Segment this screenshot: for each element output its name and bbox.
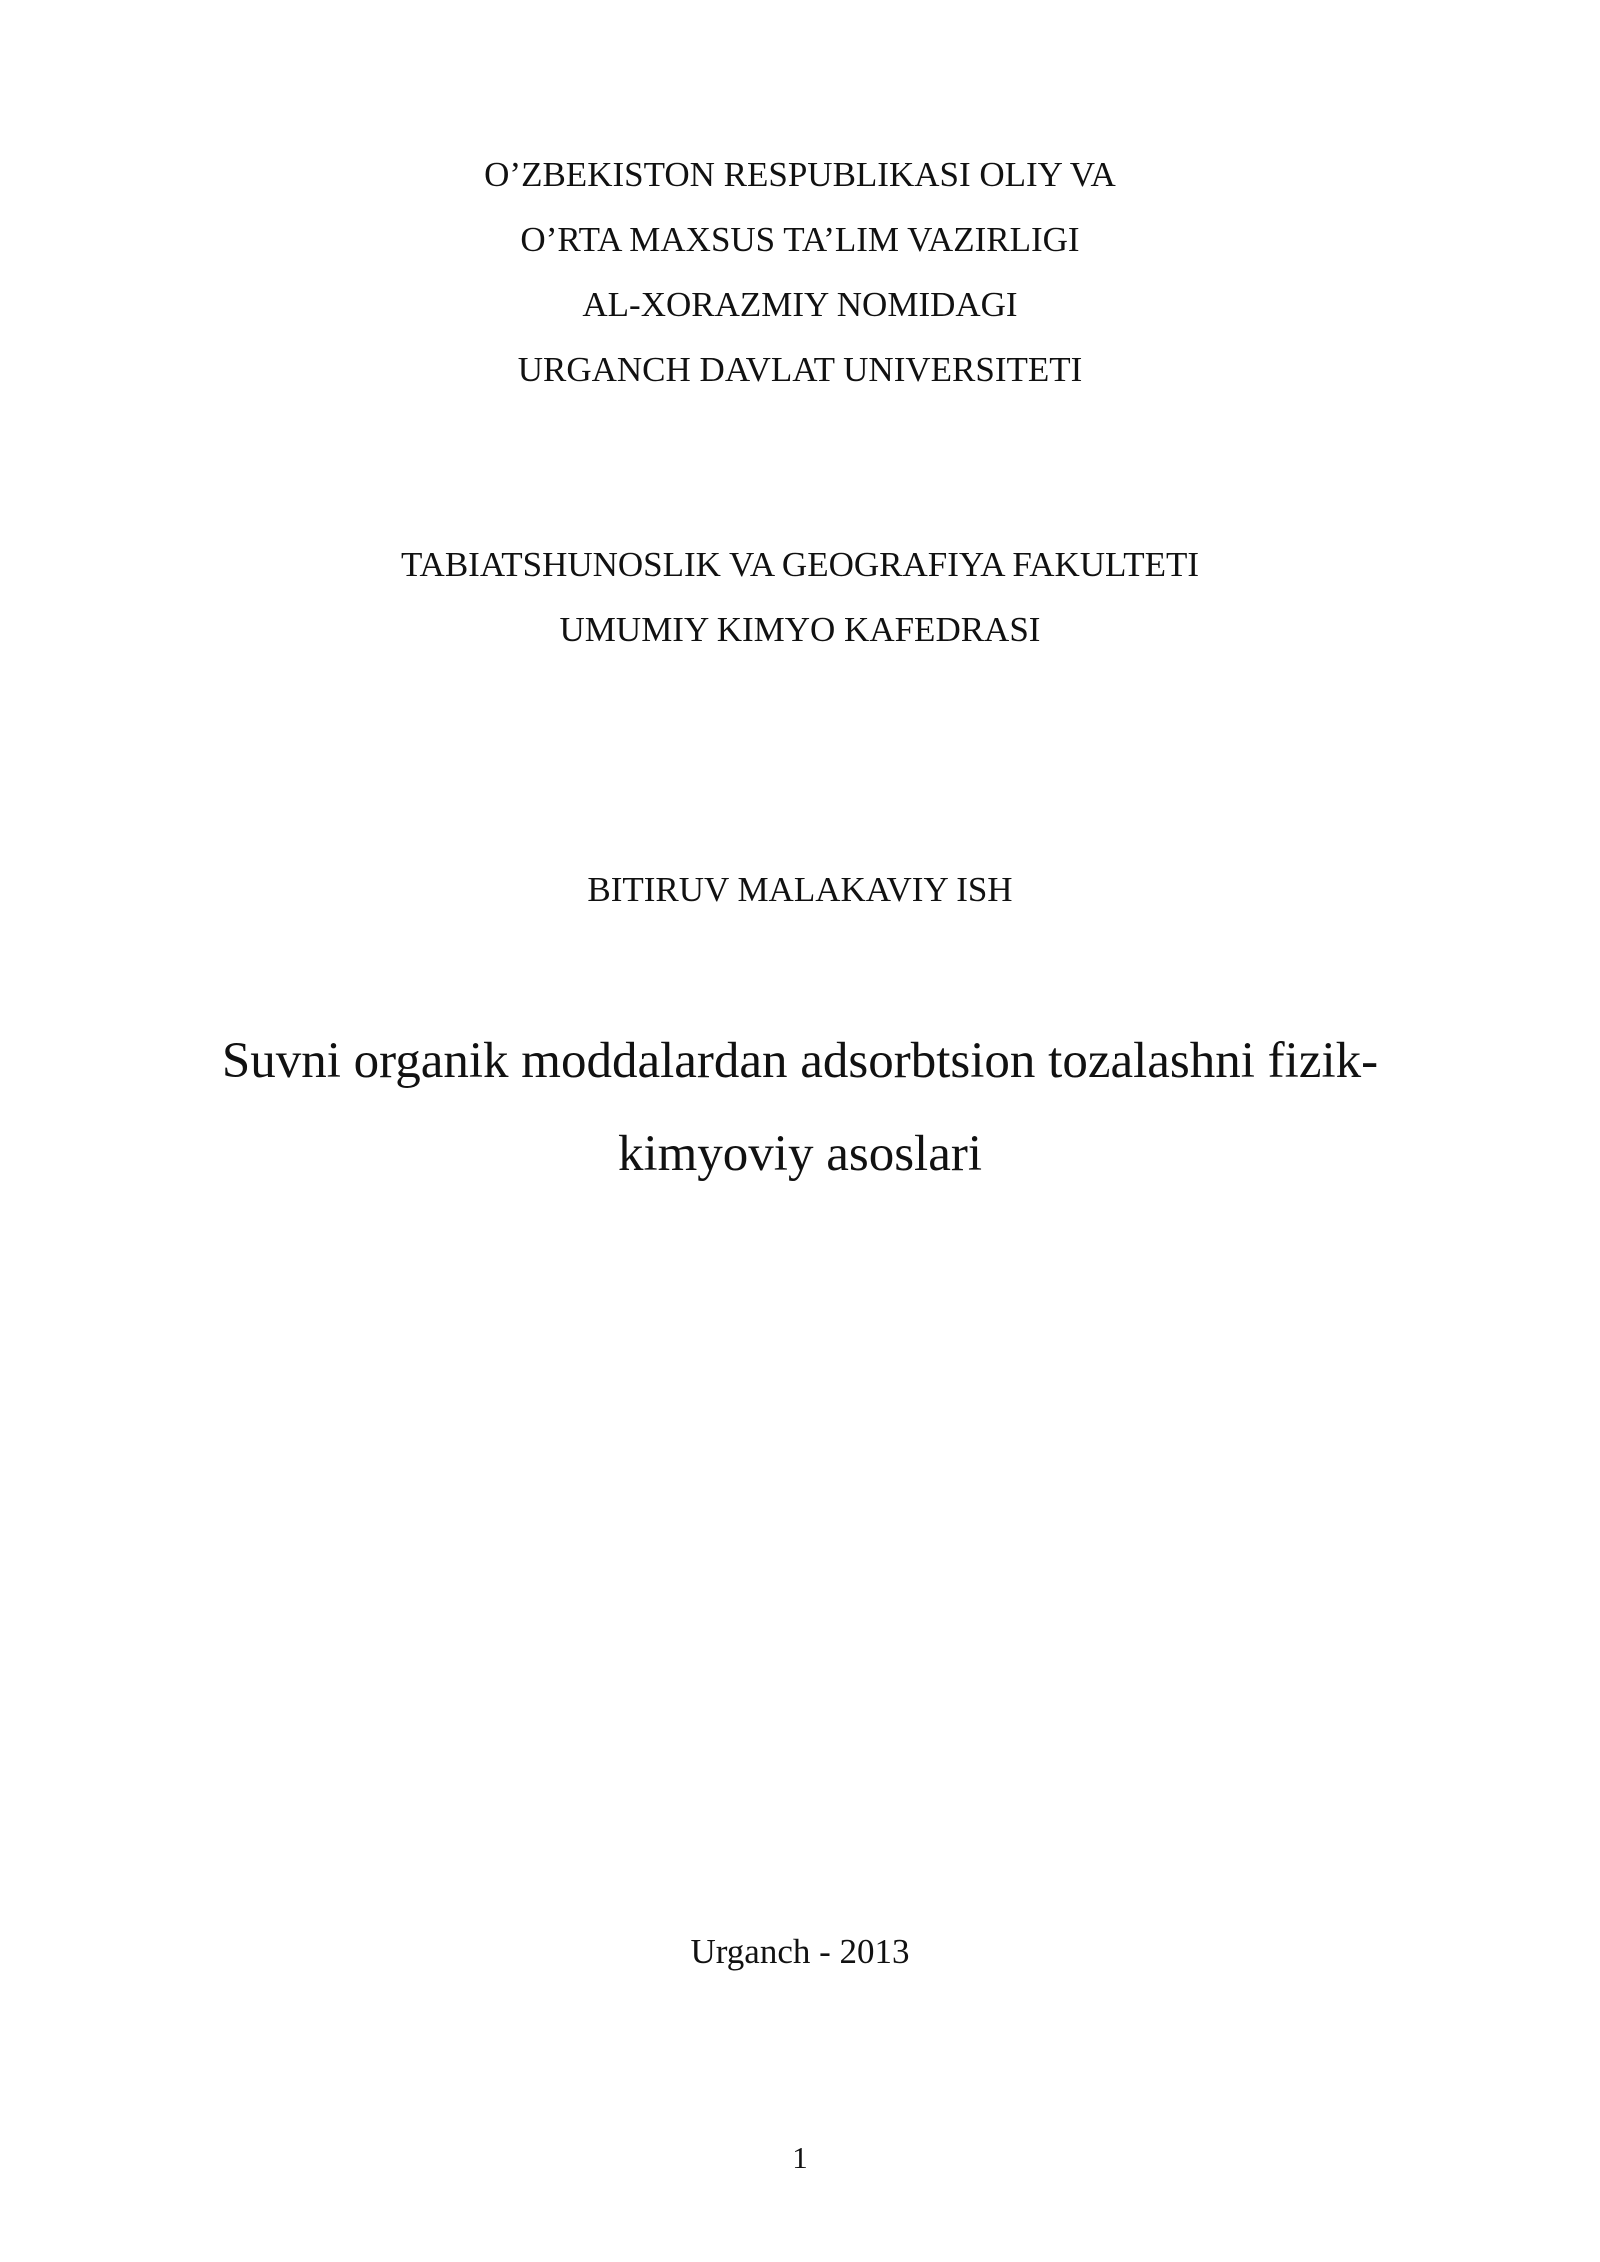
work-type: BITIRUV MALAKAVIY ISH bbox=[587, 870, 1013, 909]
thesis-title-line-1: Suvni organik moddalardan adsorbtsion tozalashni fizik- bbox=[221, 1033, 1379, 1089]
ministry-line-1: O’ZBEKISTON RESPUBLIKASI OLIY VA bbox=[484, 155, 1116, 194]
thesis-title-line-2: kimyoviy asoslari bbox=[617, 1126, 983, 1182]
page-number: 1 bbox=[792, 2140, 808, 2175]
place-year: Urganch - 2013 bbox=[690, 1932, 910, 1971]
ministry-line-2: O’RTA MAXSUS TA’LIM VAZIRLIGI bbox=[520, 220, 1080, 259]
university-line-1: AL-XORAZMIY NOMIDAGI bbox=[582, 285, 1018, 324]
faculty-name: TABIATSHUNOSLIK VA GEOGRAFIYA FAKULTETI bbox=[400, 545, 1200, 584]
university-line-2: URGANCH DAVLAT UNIVERSITETI bbox=[517, 350, 1083, 389]
department-name: UMUMIY KIMYO KAFEDRASI bbox=[559, 610, 1041, 649]
